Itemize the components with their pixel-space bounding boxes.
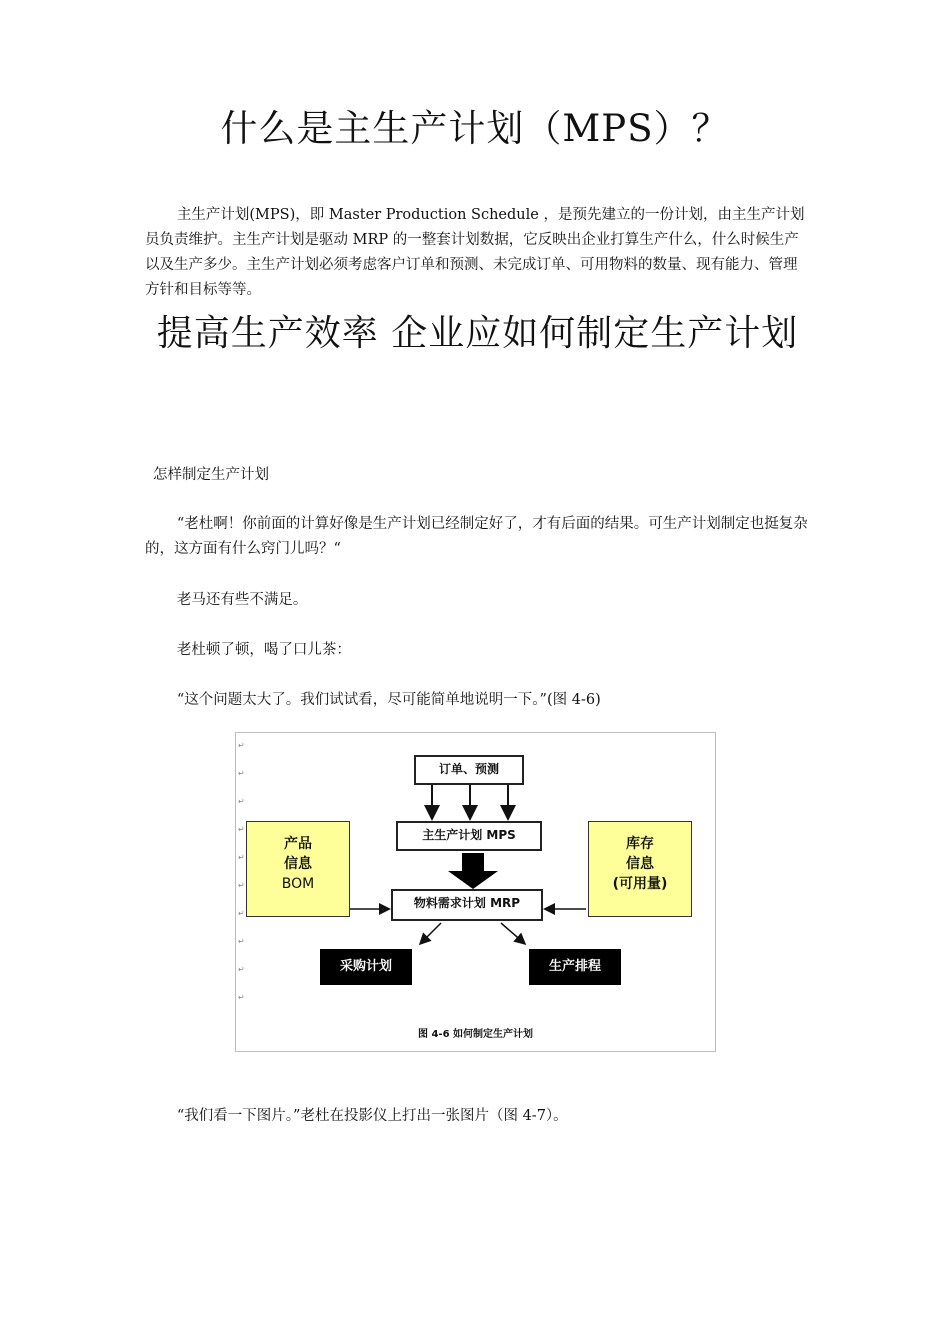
figure-caption: 图 4-6 如何制定生产计划 <box>417 1029 534 1040</box>
paragraph-mark: ↵ <box>238 797 245 806</box>
inventory-info-line: (可用量) <box>612 876 668 892</box>
paragraph-mark: ↵ <box>238 741 245 750</box>
production-schedule-box: 生产排程 <box>529 949 621 985</box>
mps-box: 主生产计划 MPS <box>396 821 542 851</box>
figure-4-6 <box>235 732 716 1052</box>
inventory-info-box <box>588 821 692 917</box>
paragraph-mark: ↵ <box>238 881 245 890</box>
intro-paragraph: 主生产计划(MPS)，即 Master Production Schedule ，是预先建立的一份计划，由主生产计划员负责维护。主生产计划是驱动 MRP 的一整套计划数据，它反映出企业打算生产什么，什么时候生产以及生产多少。主生产计划必须考虑客户订单和预测、未完成订单、可用物料的数量、现有能力、管理方针和目标等等。 <box>145 207 805 298</box>
inventory-info-line: 信息 <box>626 856 654 872</box>
paragraph-mark: ↵ <box>238 909 245 918</box>
subheading: 怎样制定生产计划 <box>153 467 269 483</box>
paragraph-laodu: 老杜顿了顿，喝了口儿茶： <box>176 642 351 658</box>
product-info-line: 产品 <box>284 836 312 852</box>
paragraph-mark: ↵ <box>238 853 245 862</box>
purchase-plan-box: 采购计划 <box>320 949 412 985</box>
product-info-line: 信息 <box>284 856 312 872</box>
paragraph-mark: ↵ <box>238 825 245 834</box>
paragraph-mark: ↵ <box>238 965 245 974</box>
paragraph-laoma: 老马还有些不满足。 <box>176 592 308 608</box>
paragraph-mark: ↵ <box>238 937 245 946</box>
closing-paragraph: “我们看一下图片。”老杜在投影仪上打出一张图片（图 4-7）。 <box>176 1108 568 1124</box>
paragraph-mark: ↵ <box>238 769 245 778</box>
section-heading: 提高生产效率 企业应如何制定生产计划 <box>156 313 799 354</box>
product-info-box <box>246 821 350 917</box>
inventory-info-line: 库存 <box>626 836 654 852</box>
paragraph-question: “老杜啊！你前面的计算好像是生产计划已经制定好了，才有后面的结果。可生产计划制定也挺复杂的，这方面有什么窍门儿吗？“ <box>145 516 808 557</box>
product-info-line: BOM <box>281 876 315 892</box>
paragraph-mark: ↵ <box>238 993 245 1002</box>
mrp-box: 物料需求计划 MRP <box>391 889 543 921</box>
page-title: 什么是主生产计划（MPS）？ <box>220 107 730 150</box>
orders-forecast-box: 订单、预测 <box>414 755 524 785</box>
paragraph-answer: “这个问题太大了。我们试试看，尽可能简单地说明一下。”(图 4-6) <box>176 692 601 708</box>
